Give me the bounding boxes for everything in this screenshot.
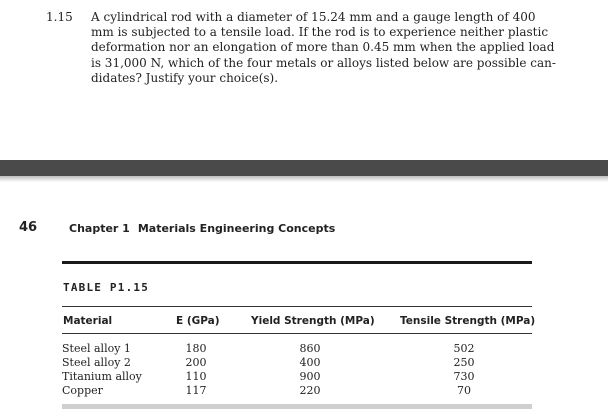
table-header-bottom-rule bbox=[62, 333, 532, 334]
table-title: TABLE P1.15 bbox=[63, 281, 150, 294]
problem-line: is 31,000 N, which of the four metals or alloys listed below are possible can- bbox=[91, 55, 556, 70]
table-header-top-rule bbox=[62, 306, 532, 307]
cell-material: Copper bbox=[62, 384, 103, 397]
cell-tensile-strength: 730 bbox=[453, 370, 475, 383]
cell-modulus: 180 bbox=[185, 342, 207, 355]
column-header-yield-strength: Yield Strength (MPa) bbox=[251, 315, 375, 327]
problem-statement bbox=[46, 10, 568, 86]
problem-line: deformation nor an elongation of more than 0.45 mm when the applied load bbox=[91, 40, 555, 55]
chapter-label: Chapter 1 bbox=[69, 222, 130, 235]
column-header-modulus: E (GPa) bbox=[176, 315, 220, 327]
cell-yield-strength: 220 bbox=[299, 384, 321, 397]
cell-material: Titanium alloy bbox=[62, 370, 142, 383]
running-head bbox=[69, 222, 335, 235]
chapter-title: Materials Engineering Concepts bbox=[137, 222, 336, 235]
cell-modulus: 200 bbox=[185, 356, 207, 369]
cell-modulus: 117 bbox=[185, 384, 207, 397]
cell-tensile-strength: 70 bbox=[457, 384, 471, 397]
cell-material: Steel alloy 2 bbox=[62, 356, 131, 369]
problem-line: A cylindrical rod with a diameter of 15.24 mm and a gauge length of 400 bbox=[91, 10, 536, 24]
cell-yield-strength: 400 bbox=[299, 356, 321, 369]
page-break-shadow bbox=[0, 176, 608, 182]
column-header-tensile-strength: Tensile Strength (MPa) bbox=[400, 315, 536, 327]
column-header-material: Material bbox=[63, 315, 113, 327]
problem-number: 1.15 bbox=[46, 10, 73, 24]
problem-line: mm is subjected to a tensile load. If the rod is to experience neither plastic bbox=[91, 25, 549, 40]
problem-text bbox=[91, 10, 568, 86]
cell-yield-strength: 860 bbox=[299, 342, 321, 355]
table-bottom-rule bbox=[62, 404, 532, 409]
cell-modulus: 110 bbox=[185, 370, 207, 383]
page-number: 46 bbox=[19, 220, 38, 235]
cell-yield-strength: 900 bbox=[299, 370, 321, 383]
table-top-rule bbox=[62, 261, 532, 264]
cell-tensile-strength: 250 bbox=[453, 356, 475, 369]
cell-material: Steel alloy 1 bbox=[62, 342, 131, 355]
problem-line: didates? Justify your choice(s). bbox=[91, 70, 279, 85]
page-break-bar bbox=[0, 160, 608, 176]
cell-tensile-strength: 502 bbox=[453, 342, 475, 355]
